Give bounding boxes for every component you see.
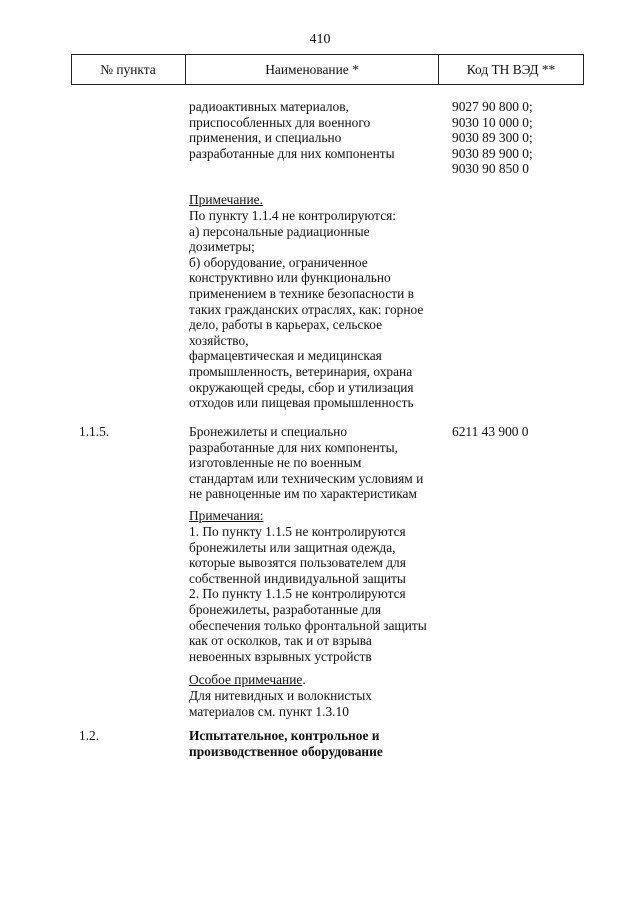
header-col-name: Наименование *: [265, 62, 359, 77]
item-1-2-name: Испытательное, контрольное и производственное оборудование: [189, 728, 383, 759]
item-1-1-5-notes-text: 1. По пункту 1.1.5 не контролируются бронежилеты или защитная одежда, которые вывозятся пользователем для собственной индивидуальной защиты 2. По пункту 1.1.5 не контролируются бронежилеты, разработанные для обеспечения только фронтальной защиты как от осколков, так и от взрыва невоенных взрывных устройств: [189, 524, 427, 664]
table-right-rule: [583, 54, 584, 84]
item-1-1-5-name: Бронежилеты и специально разработанные для них компоненты, изготовленные не по военным стандартам или техническим условиям и не равноценные им по характеристикам: [189, 424, 424, 502]
item-1-1-5-special-heading-line: [189, 672, 306, 688]
item-1-1-5-number: 1.1.5.: [79, 424, 110, 439]
page-number: 410: [309, 32, 331, 47]
header-col-code: Код ТН ВЭД **: [466, 62, 556, 77]
item-1-2-number: 1.2.: [79, 728, 100, 743]
item-1-1-5-code: 6211 43 900 0: [452, 424, 529, 439]
top-entry-name: радиоактивных материалов, приспособленных для военного применения, и специально разработанные для них компоненты: [189, 99, 395, 161]
item-1-1-5-special-heading-suffix: .: [302, 672, 306, 687]
item-1-1-5-notes-heading: Примечания:: [189, 508, 264, 523]
item-1-1-5-special-heading: Особое примечание: [189, 672, 303, 687]
header-col-number: № пункта: [100, 62, 156, 77]
table-header-bottom-rule: [71, 84, 584, 85]
table-top-rule: [71, 54, 584, 55]
top-entry-codes: 9027 90 800 0; 9030 10 000 0; 9030 89 300 0; 9030 89 900 0; 9030 90 850 0: [452, 99, 533, 177]
note-1-1-4-text: По пункту 1.1.4 не контролируются: а) персональные радиационные дозиметры; б) оборудование, ограниченное конструктивно или функционально применением в технике безопасности в таких гражданских отраслях, как: горное дело, работы в карьерах, сельское хозяйство, фармацевтическая и медицинская промышленность, ветеринария, охрана окружающей среды, сбор и утилизация отходов или пищевая промышленность: [189, 208, 424, 411]
item-1-1-5-special-text: Для нитевидных и волокнистых материалов см. пункт 1.3.10: [189, 688, 372, 719]
note-1-1-4-heading: Примечание.: [189, 192, 263, 207]
